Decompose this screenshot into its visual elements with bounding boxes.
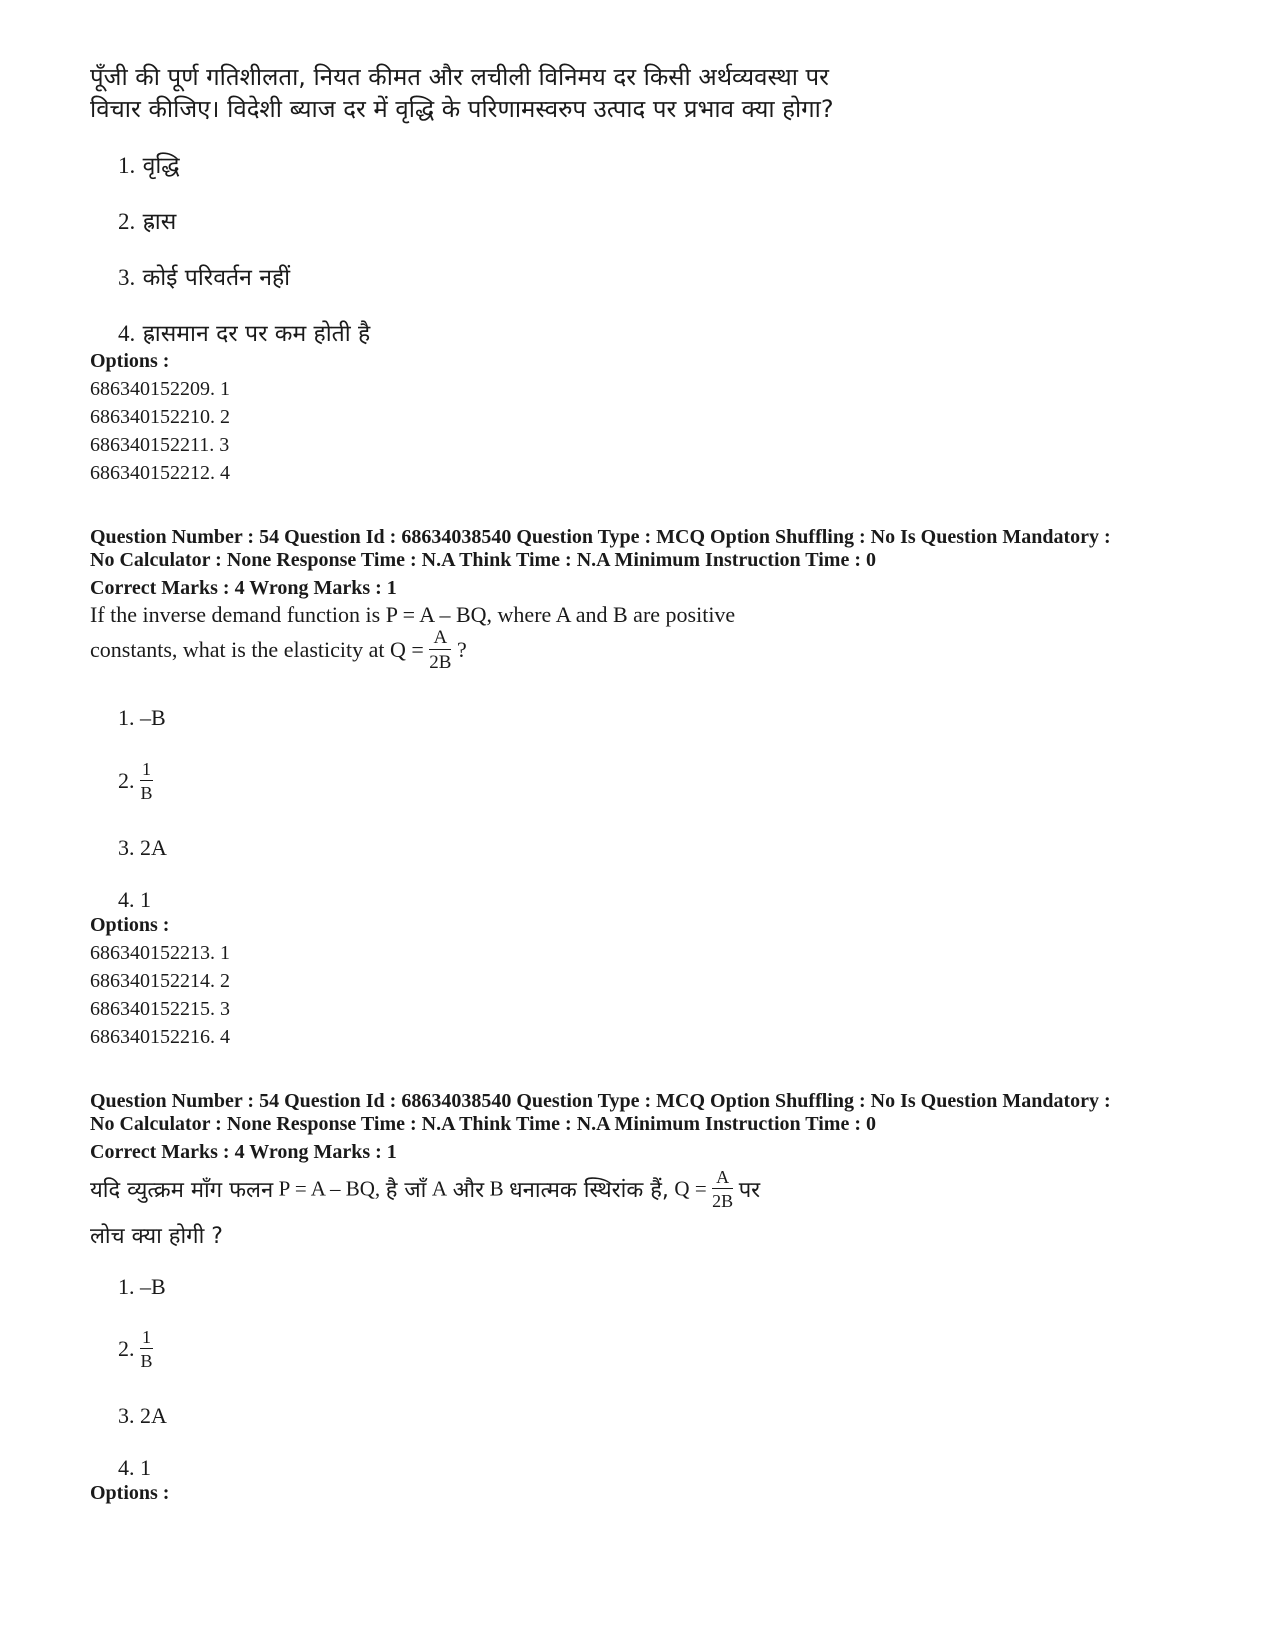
choice-3 [118,1403,167,1429]
choice-1 [118,1274,166,1300]
choice-number: 4. [118,1455,135,1480]
question-meta-line-1: Question Number : 54 Question Id : 68634038540 Question Type : MCQ Option Shuffling : No Is Question Mandatory : [90,526,1111,548]
choice-number: 1. [118,153,136,178]
fraction [140,760,153,802]
choice-1 [118,148,180,180]
choice-2 [118,760,153,802]
question-variable: B [489,1176,504,1201]
choice-number: 1. [118,1274,135,1299]
fraction [429,628,451,672]
choice-text: –B [140,1274,166,1299]
option-id: 686340152210. 2 [90,406,230,428]
fraction-numerator: A [429,628,451,650]
fraction-denominator: B [140,783,153,803]
question-formula: P = A – BQ, [278,1176,381,1201]
fraction [712,1168,733,1210]
choice-4 [118,1455,151,1481]
fraction-denominator: 2B [429,652,452,673]
options-label: Options : [90,350,170,372]
option-id: 686340152215. 3 [90,998,230,1020]
question-text-line-1 [90,1168,760,1210]
question-text-line-2 [90,628,467,672]
choice-text: कोई परिवर्तन नहीं [142,265,291,291]
question-meta-line-2: No Calculator : None Response Time : N.A Think Time : N.A Minimum Instruction Time : 0 [90,549,876,571]
question-text: धनात्मक स्थिरांक हैं, [509,1178,669,1203]
choice-text: ह्रास [142,209,177,235]
question-text: और [452,1178,485,1203]
choice-text: 2A [140,835,167,860]
fraction-denominator: 2B [712,1191,734,1211]
fraction [140,1328,153,1370]
choice-text: –B [140,705,166,730]
options-label: Options : [90,914,170,936]
choice-text: 1 [140,1455,151,1480]
option-id: 686340152211. 3 [90,434,230,456]
question-variable: A [431,1176,448,1201]
choice-number: 3. [118,1403,135,1428]
question-mark: ? [456,637,467,662]
choice-number: 3. [118,835,135,860]
choice-number: 3. [118,265,136,290]
option-id: 686340152212. 4 [90,462,230,484]
question-text-line-1: If the inverse demand function is P = A – BQ, where A and B are positive [90,602,736,627]
choice-number: 4. [118,887,135,912]
fraction-numerator: 1 [142,759,151,779]
fraction-denominator: B [140,1351,153,1371]
choice-text: वृद्धि [142,153,180,179]
choice-text: 1 [140,887,151,912]
choice-number: 2. [118,1336,135,1361]
question-text: constants, what is the elasticity at Q = [90,637,424,662]
choice-3 [118,835,167,861]
choice-text: 2A [140,1403,167,1428]
choice-number: 2. [118,768,135,793]
question-formula: Q = [674,1176,707,1201]
option-id: 686340152214. 2 [90,970,230,992]
choice-number: 4. [118,321,136,346]
choice-text: ह्रासमान दर पर कम होती है [142,321,371,347]
question-text-line-2: विचार कीजिए। विदेशी ब्याज दर में वृद्धि के परिणामस्वरुप उत्पाद पर प्रभाव क्या होगा? [90,95,834,123]
choice-3 [118,260,290,292]
choice-number: 2. [118,209,136,234]
choice-2 [118,1328,153,1370]
option-id: 686340152213. 1 [90,942,230,964]
choice-2 [118,204,176,236]
question-meta-line-1: Question Number : 54 Question Id : 68634038540 Question Type : MCQ Option Shuffling : No Is Question Mandatory : [90,1090,1111,1112]
question-text: पर [738,1178,761,1203]
choice-4 [118,316,370,348]
choice-4 [118,887,151,913]
question-text-line-2: लोच क्या होगी ? [90,1224,223,1249]
question-meta-line-2: No Calculator : None Response Time : N.A Think Time : N.A Minimum Instruction Time : 0 [90,1113,876,1135]
question-marks: Correct Marks : 4 Wrong Marks : 1 [90,577,397,599]
choice-1 [118,705,166,731]
choice-number: 1. [118,705,135,730]
options-label: Options : [90,1482,170,1504]
question-text-line-1: पूँजी की पूर्ण गतिशीलता, नियत कीमत और लचीली विनिमय दर किसी अर्थव्यवस्था पर [90,63,829,91]
fraction-numerator: A [712,1168,733,1189]
option-id: 686340152209. 1 [90,378,230,400]
question-text: है जाँ [385,1178,427,1203]
fraction-numerator: 1 [142,1327,151,1347]
option-id: 686340152216. 4 [90,1026,230,1048]
question-text: यदि व्युत्क्रम माँग फलन [90,1178,274,1203]
question-marks: Correct Marks : 4 Wrong Marks : 1 [90,1141,397,1163]
